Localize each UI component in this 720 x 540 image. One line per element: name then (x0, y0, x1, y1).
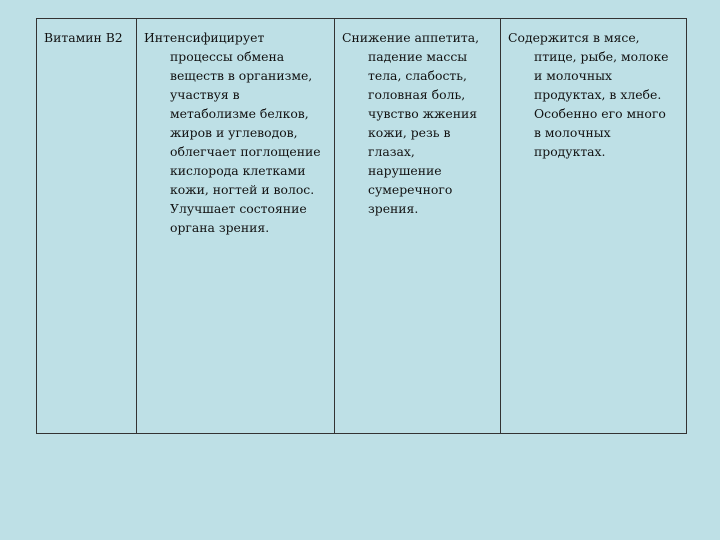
deficiency-symptoms-cell (335, 19, 501, 434)
deficiency-symptoms-text: Снижение аппетита, падение массы тела, слабость, головная боль, чувство жжения кожи, резь в глазах, нарушение сумеречного зрения. (342, 30, 480, 216)
food-sources-text: Содержится в мясе, птице, рыбе, молоке и молочных продуктах, в хлебе. Особенно его много в молочных продуктах. (508, 30, 669, 159)
food-sources-cell (501, 19, 687, 434)
vitamin-function-text: Интенсифицирует процессы обмена веществ в организме, участвуя в метаболизме белков, жиров и углеводов, облегчает поглощение кислорода клетками кожи, ногтей и волос. Улучшает состояние органа зрения. (144, 30, 321, 235)
vitamin-function-cell (137, 19, 335, 434)
vitamin-name-cell (37, 19, 137, 434)
vitamin-name: Витамин В2 (44, 30, 123, 45)
table-row (37, 19, 687, 434)
vitamin-table (36, 18, 687, 434)
